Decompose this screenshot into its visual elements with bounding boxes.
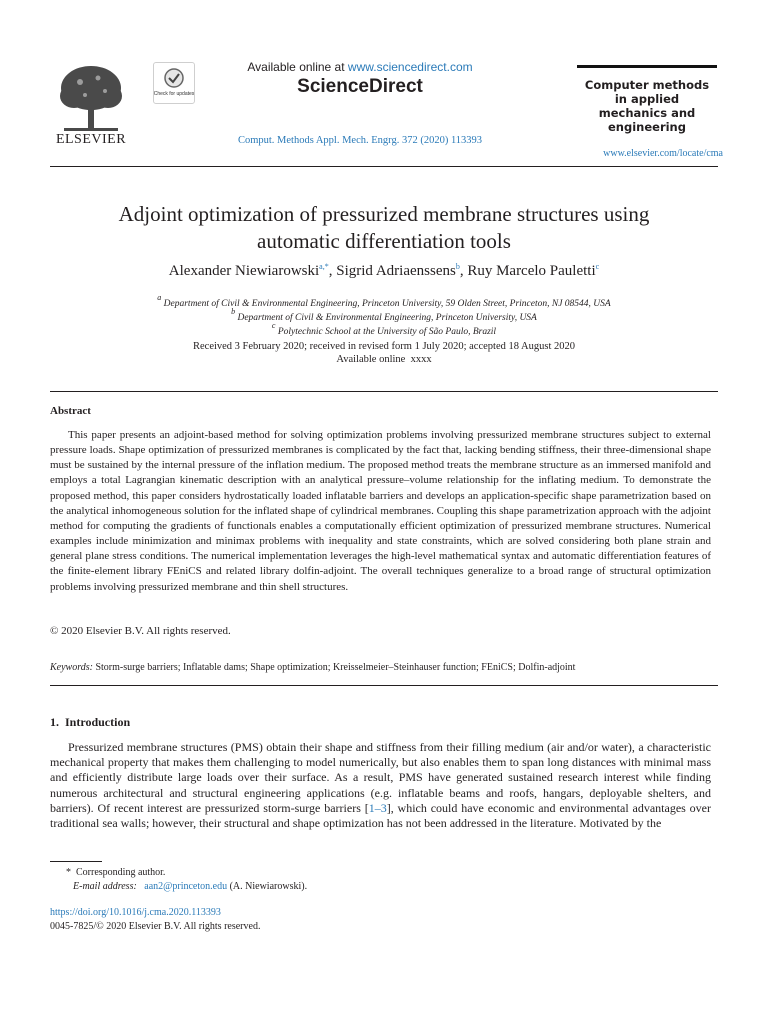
- affiliation-mark: a: [157, 293, 162, 302]
- journal-homepage-link[interactable]: www.elsevier.com/locate/cma: [603, 148, 723, 159]
- author-list: Alexander Niewiarowski$^{a,*}$, Sigrid Adriaenssens$^b$, Ruy Marcelo Pauletti$^c$: [168, 262, 600, 279]
- article-history: [50, 340, 718, 366]
- keywords-list: Storm-surge barriers; Inflatable dams; Shape optimization; Kreisselmeier–Steinhauser function; FEniCS; Dolfin-adjoint: [95, 662, 576, 673]
- abstract-top-divider: [50, 391, 718, 392]
- journal-title-logo: [577, 65, 717, 134]
- footnote-divider: [50, 861, 102, 862]
- title-line: automatic differentiation tools: [257, 229, 511, 253]
- journal-title-line: engineering: [608, 120, 686, 134]
- available-online-date: Available online xxxx: [336, 354, 432, 365]
- footnote-text: Corresponding author.: [76, 867, 166, 878]
- affiliation-text: Department of Civil & Environmental Engineering, Princeton University, 59 Olden Street, Princeton, NJ 08544, USA: [163, 299, 611, 309]
- section-heading: 1. Introduction: [50, 715, 131, 729]
- abstract-body: This paper presents an adjoint-based method for solving optimization problems involving pressurized membrane structures subject to external pressure loads. Shape optimization of pressurized membranes is complicated by the fact that, lacking bending stiffness, their three-dimensional shape must be sustained by the internal pressure of the inflation medium. The proposed method treats the membrane structure as an immersed manifold and employs a total Lagrangian kinematic description with an analytical pressure–volume relationship for the inflating medium. To demonstrate the proposed method, this paper considers hydrostatically loaded inflatable barriers and develops an application-specific shape parametrization based on the analytical inhomogeneous solution for the inflated shape of cylindrical membranes. Coupling this shape parametrization approach with the adjoint method for computing the gradients of functionals enables a computationally efficient optimization of pressurized membrane structures. Numerical examples include minimization and minimax problems with inequality and state constraints, which are solved considering both plane strain and general plane stress conditions. The numerical implementation leverages the high-level mathematical syntax and automatic differentiation features of the finite-element library FEniCS and related library dolfin-adjoint. The overall techniques generalize to a broad range of structural optimization problems involving pressurized membrane and thin shell structures.: [50, 429, 711, 593]
- check-updates-label: Check for updates: [154, 91, 194, 97]
- email-note: [73, 881, 307, 892]
- keywords-label: Keywords:: [50, 662, 93, 673]
- author-email-link[interactable]: aan2@princeton.edu: [144, 881, 228, 892]
- keywords-line: [50, 662, 718, 673]
- affiliation-mark: c: [271, 321, 276, 330]
- article-title: [50, 201, 718, 255]
- author-affiliation-mark[interactable]: b: [455, 262, 460, 271]
- footnote-marker: *: [66, 867, 71, 878]
- intro-text-part: ], which could have economic and environmental advantages over traditional sea walls; however, their structural and shape optimization has not been addressed in the literature. Motivated by the: [50, 800, 711, 831]
- citation-link[interactable]: 1–3: [368, 800, 387, 815]
- header-divider: [50, 166, 718, 167]
- title-line: Adjoint optimization of pressurized membrane structures using: [118, 202, 650, 226]
- email-owner: (A. Niewiarowski).: [229, 881, 308, 892]
- affiliation-text: Polytechnic School at the University of São Paulo, Brazil: [277, 327, 497, 337]
- sciencedirect-link[interactable]: www.sciencedirect.com: [347, 60, 473, 74]
- author-affiliation-mark[interactable]: c: [595, 262, 600, 271]
- email-label: E-mail address:: [73, 881, 137, 892]
- doi-link[interactable]: https://doi.org/10.1016/j.cma.2020.113393: [50, 907, 221, 918]
- check-updates-icon: [154, 63, 194, 103]
- journal-title-line: in applied: [614, 92, 680, 106]
- sciencedirect-logo: ScienceDirect: [297, 76, 423, 97]
- available-online-line: [200, 60, 520, 74]
- journal-title-line: Computer methods: [584, 78, 710, 92]
- affiliation-mark: b: [231, 307, 236, 316]
- abstract-bottom-divider: [50, 685, 718, 686]
- affiliation-text: Department of Civil & Environmental Engineering, Princeton University, USA: [237, 313, 537, 323]
- introduction-paragraph: [50, 740, 711, 831]
- issn-copyright: 0045-7825/© 2020 Elsevier B.V. All rights reserved.: [50, 921, 261, 932]
- available-prefix: Available online at: [247, 60, 348, 74]
- corresponding-author-note: [66, 867, 165, 878]
- journal-citation[interactable]: Comput. Methods Appl. Mech. Engrg. 372 (2020) 113393: [237, 135, 483, 146]
- affiliation: [50, 321, 718, 337]
- author-name[interactable]: Ruy Marcelo Pauletti: [467, 263, 596, 279]
- author-name[interactable]: Alexander Niewiarowski: [168, 263, 320, 279]
- abstract-heading: Abstract: [50, 405, 91, 417]
- author-affiliation-mark[interactable]: a,*: [319, 262, 329, 271]
- intro-text-part: Pressurized membrane structures (PMS) obtain their shape and stiffness from their filling medium (air and/or water), a characteristic mechanical property that makes them challenging to model numerically, but also enables them to span long distances with minimal mass and efficiently distribute large loads over their surface. As a result, PMS have generated sustained research interest while finding numerous architectural and structural engineering applications (e.g. inflatable beams and roofs, hangars, deployable shelters, and barriers). Of recent interest are pressurized storm-surge barriers [: [50, 740, 711, 815]
- copyright-notice: © 2020 Elsevier B.V. All rights reserved.: [50, 625, 231, 637]
- journal-title-line: mechanics and: [598, 106, 696, 120]
- received-dates: Received 3 February 2020; received in revised form 1 July 2020; accepted 18 August 2020: [193, 341, 575, 352]
- author-name[interactable]: Sigrid Adriaenssens: [336, 263, 456, 279]
- check-for-updates-badge[interactable]: [153, 62, 195, 104]
- publisher-name: ELSEVIER: [55, 132, 127, 147]
